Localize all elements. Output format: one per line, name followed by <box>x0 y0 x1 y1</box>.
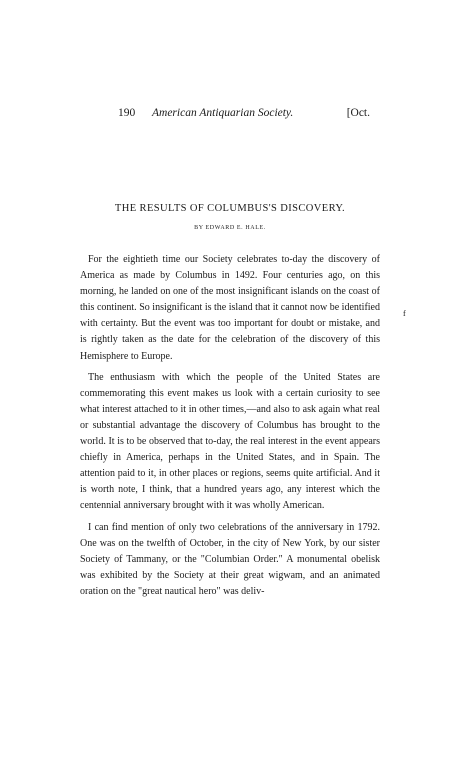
paragraph-1: For the eightieth time our Society celebrates to-day the discovery of America as made by Columbus in 1492. Four centuries ago, on this morning, he landed on one of the most insignificant islands on the coast of this continent. So insignificant is the island that it cannot now be identified with certainty. But the event was too important for doubt or mistake, and is rightly taken as the date for the celebration of the discovery of this Hemisphere to Europe. <box>80 254 380 362</box>
article-body <box>80 252 380 600</box>
running-head <box>118 107 370 123</box>
margin-mark: f <box>403 309 406 318</box>
page-number: 190 <box>118 107 136 119</box>
article-title: THE RESULTS OF COLUMBUS'S DISCOVERY. <box>114 203 346 214</box>
paragraph-3: I can find mention of only two celebrations of the anniversary in 1792. One was on the twelfth of October, in the city of New York, by our sister Society of Tammany, or the "Columbian Order." A monumental obelisk was exhibited by the Society at their great wigwam, and an animated oration on the "great nautical hero" was deliv- <box>80 521 380 597</box>
article-byline: BY EDWARD E. HALE. <box>194 225 266 231</box>
running-head-month: [Oct. <box>346 107 370 119</box>
journal-title: American Antiquarian Society. <box>152 107 294 119</box>
paragraph-2: The enthusiasm with which the people of the United States are commemorating this event makes us look with a certain curiosity to see what interest attached to it in other times,—and also to ask again what real or substantial advantage the discovery of Columbus has brought to the world. It is to be observed that to-day, the real interest in the event appears chiefly in America, perhaps in the United States, and in Spain. The attention paid to it, in other places or regions, seems quite artificial. And it is worth note, I think, that a hundred years ago, any interest which the centennial anniversary brought with it was wholly American. <box>80 371 380 512</box>
